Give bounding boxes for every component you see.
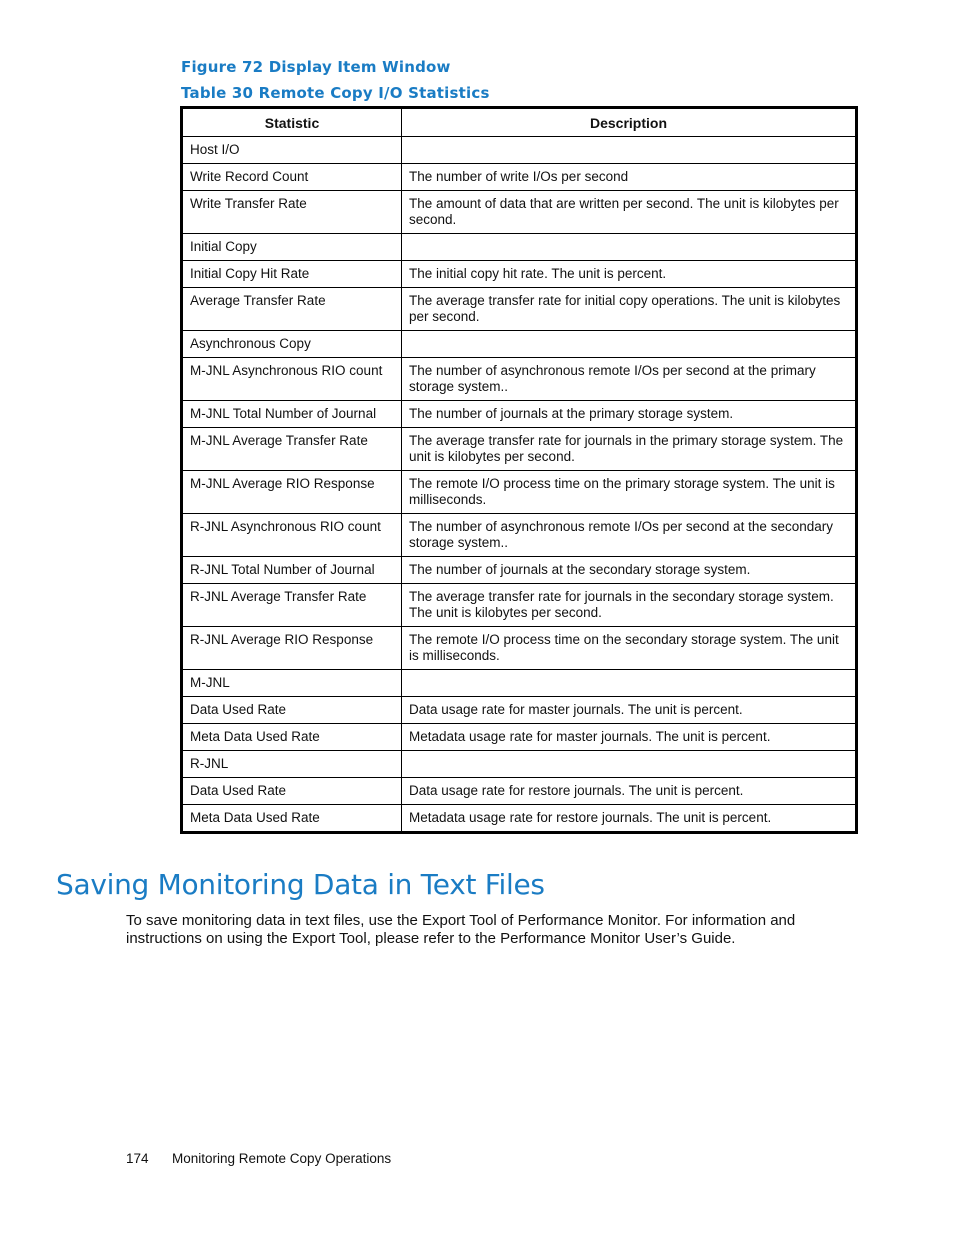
statistic-cell: Meta Data Used Rate (182, 805, 402, 833)
statistic-cell: R-JNL Asynchronous RIO count (182, 514, 402, 557)
statistic-cell: Host I/O (182, 137, 402, 164)
table-row (182, 428, 857, 471)
description-cell: The average transfer rate for initial copy operations. The unit is kilobytes per second. (402, 288, 857, 331)
statistic-cell: Asynchronous Copy (182, 331, 402, 358)
footer-chapter-title: Monitoring Remote Copy Operations (172, 1151, 392, 1166)
statistic-cell: Initial Copy Hit Rate (182, 261, 402, 288)
table-row (182, 191, 857, 234)
statistic-cell: Write Record Count (182, 164, 402, 191)
statistic-cell: M-JNL Average RIO Response (182, 471, 402, 514)
description-cell: The remote I/O process time on the secondary storage system. The unit is milliseconds. (402, 627, 857, 670)
table-row (182, 164, 857, 191)
column-header-description: Description (402, 108, 857, 137)
description-cell (402, 670, 857, 697)
table-caption: Table 30 Remote Copy I/O Statistics (181, 84, 490, 102)
statistic-cell: R-JNL Total Number of Journal (182, 557, 402, 584)
page-number: 174 (126, 1151, 149, 1166)
description-cell: Data usage rate for restore journals. The unit is percent. (402, 778, 857, 805)
description-cell: The number of journals at the secondary storage system. (402, 557, 857, 584)
statistic-cell: Meta Data Used Rate (182, 724, 402, 751)
statistic-cell: R-JNL Average Transfer Rate (182, 584, 402, 627)
table-row (182, 805, 857, 833)
statistic-cell: Average Transfer Rate (182, 288, 402, 331)
table-row (182, 557, 857, 584)
statistic-cell: Data Used Rate (182, 778, 402, 805)
statistic-cell: Data Used Rate (182, 697, 402, 724)
description-cell: The number of asynchronous remote I/Os per second at the primary storage system.. (402, 358, 857, 401)
description-cell: The number of journals at the primary storage system. (402, 401, 857, 428)
table-row (182, 288, 857, 331)
table-header-row (182, 108, 857, 137)
section-body-text: To save monitoring data in text files, use the Export Tool of Performance Monitor. For information and instructions on using the Export Tool, please refer to the Performance Monitor User’s Guide. (126, 912, 796, 947)
table-row (182, 234, 857, 261)
statistic-cell: R-JNL Average RIO Response (182, 627, 402, 670)
description-cell: Data usage rate for master journals. The unit is percent. (402, 697, 857, 724)
table-body (182, 137, 857, 833)
table-row (182, 471, 857, 514)
description-cell: Metadata usage rate for restore journals. The unit is percent. (402, 805, 857, 833)
table-row (182, 401, 857, 428)
description-cell: The remote I/O process time on the primary storage system. The unit is milliseconds. (402, 471, 857, 514)
table-row (182, 358, 857, 401)
table-row (182, 137, 857, 164)
statistic-cell: M-JNL Total Number of Journal (182, 401, 402, 428)
description-cell: The average transfer rate for journals in the secondary storage system. The unit is kilobytes per second. (402, 584, 857, 627)
description-cell: The number of write I/Os per second (402, 164, 857, 191)
table-row (182, 261, 857, 288)
statistic-cell: M-JNL (182, 670, 402, 697)
statistic-cell: M-JNL Average Transfer Rate (182, 428, 402, 471)
table-row (182, 331, 857, 358)
description-cell: The number of asynchronous remote I/Os per second at the secondary storage system.. (402, 514, 857, 557)
description-cell: Metadata usage rate for master journals. The unit is percent. (402, 724, 857, 751)
statistic-cell: Write Transfer Rate (182, 191, 402, 234)
table-row (182, 751, 857, 778)
table-row (182, 778, 857, 805)
description-cell (402, 234, 857, 261)
description-cell: The amount of data that are written per second. The unit is kilobytes per second. (402, 191, 857, 234)
table-row (182, 627, 857, 670)
statistics-table (180, 106, 858, 834)
description-cell: The initial copy hit rate. The unit is percent. (402, 261, 857, 288)
statistic-cell: M-JNL Asynchronous RIO count (182, 358, 402, 401)
section-heading: Saving Monitoring Data in Text Files (56, 868, 545, 901)
description-cell: The average transfer rate for journals in the primary storage system. The unit is kilobytes per second. (402, 428, 857, 471)
column-header-statistic: Statistic (182, 108, 402, 137)
description-cell (402, 137, 857, 164)
statistic-cell: Initial Copy (182, 234, 402, 261)
table-row (182, 724, 857, 751)
table-row (182, 670, 857, 697)
description-cell (402, 331, 857, 358)
table-row (182, 697, 857, 724)
table-row (182, 584, 857, 627)
figure-caption: Figure 72 Display Item Window (181, 58, 451, 76)
description-cell (402, 751, 857, 778)
table-row (182, 514, 857, 557)
statistic-cell: R-JNL (182, 751, 402, 778)
page-footer (126, 1151, 391, 1166)
